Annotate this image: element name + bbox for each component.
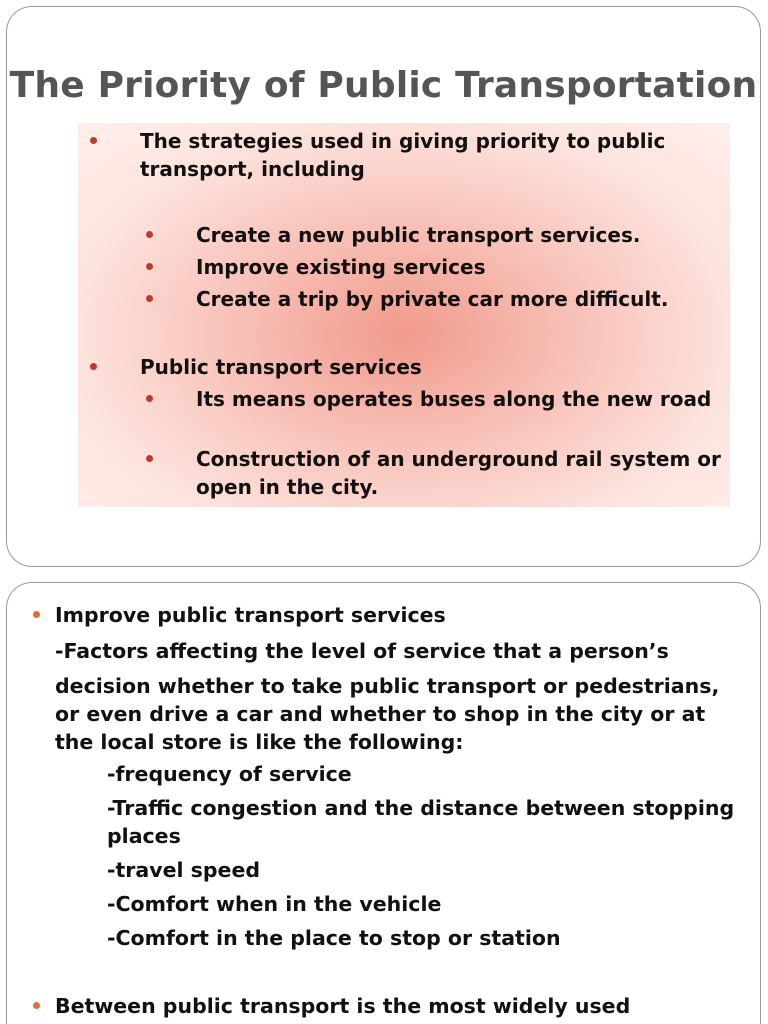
factor-speed: -travel speed xyxy=(107,858,261,882)
factor-congestion: -Traffic congestion and the distance between stopping places xyxy=(107,796,735,848)
bullet-improve-existing: Improve existing services xyxy=(196,253,721,281)
slide-title: The Priority of Public Transportation xyxy=(9,65,758,106)
bullet-buses-new-road: Its means operates buses along the new road xyxy=(196,385,721,413)
factors-paragraph: decision whether to take public transport or pedestrians, or even drive a car and whether to shop in the city or at the local store is like the following: xyxy=(55,674,720,754)
bullet-strategies: The strategies used in giving priority to public transport, including xyxy=(140,127,720,183)
bullet-create-new-services: Create a new public transport services. xyxy=(196,221,721,249)
bullet-improve-services: Improve public transport services xyxy=(55,601,745,629)
factor-vehicle-comfort: -Comfort when in the vehicle xyxy=(107,892,442,916)
bullet-private-car-difficult: Create a trip by private car more difficult. xyxy=(196,285,721,313)
bullet-underground-rail: Construction of an underground rail system or open in the city. xyxy=(196,447,721,499)
factor-frequency: -frequency of service xyxy=(107,762,352,786)
bullet-widely-used: Between public transport is the most widely used xyxy=(55,992,745,1020)
content-panel xyxy=(78,123,730,507)
slide-2 xyxy=(6,582,761,1024)
bullet-public-transport-services: Public transport services xyxy=(140,353,720,381)
slide-1 xyxy=(6,6,761,567)
factors-intro: -Factors affecting the level of service that a person’s xyxy=(55,639,669,663)
factor-station-comfort: -Comfort in the place to stop or station xyxy=(107,926,561,950)
